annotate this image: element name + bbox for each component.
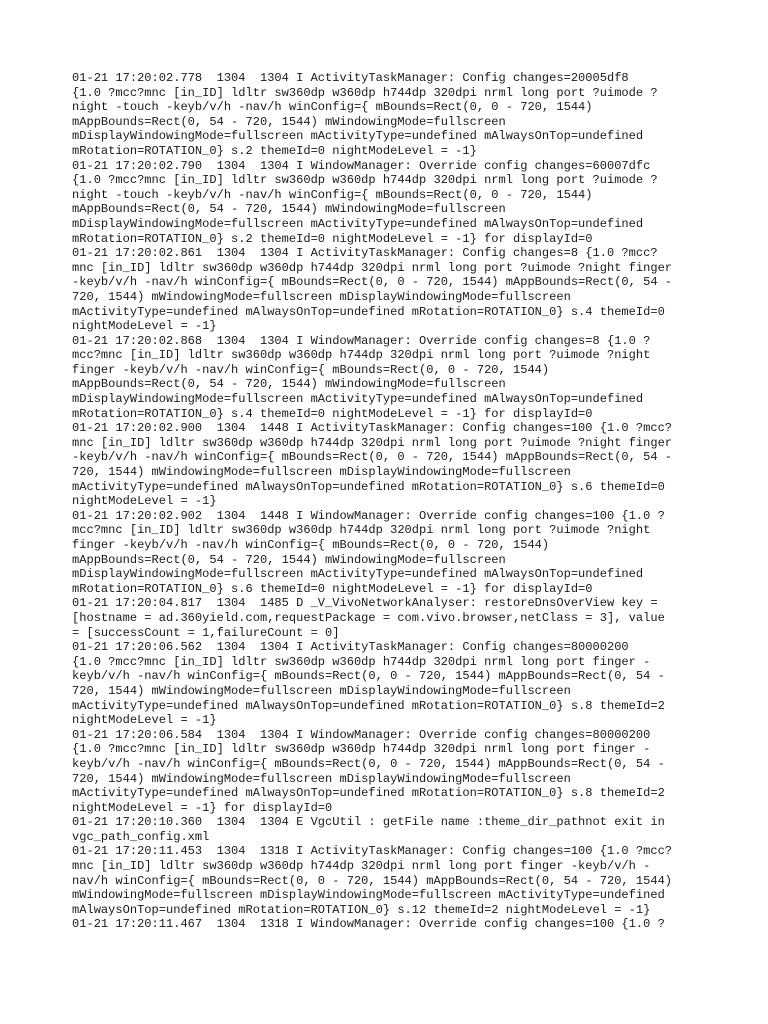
log-line: = [successCount = 1,failureCount = 0] [72,625,340,640]
log-line: 01-21 17:20:02.868 1304 1304 I WindowManager: Override config changes=8 {1.0 ? [72,333,651,348]
log-line: keyb/v/h -nav/h winConfig={ mBounds=Rect(0, 0 - 720, 1544) mAppBounds=Rect(0, 54 - [72,756,665,771]
log-line: mnc [in_ID] ldltr sw360dp w360dp h744dp 320dpi nrml long port finger -keyb/v/h - [72,859,651,874]
log-line: mRotation=ROTATION_0} s.4 themeId=0 nightModeLevel = -1} for displayId=0 [72,406,593,421]
log-line: 01-21 17:20:11.453 1304 1318 I ActivityTaskManager: Config changes=100 {1.0 ?mcc? [72,844,673,859]
log-line: {1.0 ?mcc?mnc [in_ID] ldltr sw360dp w360dp h744dp 320dpi nrml long port finger - [72,742,651,757]
log-line: 720, 1544) mWindowingMode=fullscreen mDisplayWindowingMode=fullscreen [72,771,571,786]
log-line: 01-21 17:20:02.900 1304 1448 I ActivityTaskManager: Config changes=100 {1.0 ?mcc? [72,421,673,436]
log-line: keyb/v/h -nav/h winConfig={ mBounds=Rect(0, 0 - 720, 1544) mAppBounds=Rect(0, 54 - [72,669,665,684]
log-line: mActivityType=undefined mAlwaysOnTop=undefined mRotation=ROTATION_0} s.4 themeId=0 [72,304,665,319]
log-line: {1.0 ?mcc?mnc [in_ID] ldltr sw360dp w360dp h744dp 320dpi nrml long port ?uimode ? [72,173,658,188]
log-line: 01-21 17:20:02.902 1304 1448 I WindowManager: Override config changes=100 {1.0 ? [72,508,665,523]
log-line: [hostname = ad.360yield.com,requestPackage = com.vivo.browser,netClass = 3], value [72,610,665,625]
log-line: mDisplayWindowingMode=fullscreen mActivityType=undefined mAlwaysOnTop=undefined [72,216,644,231]
log-line: mDisplayWindowingMode=fullscreen mActivityType=undefined mAlwaysOnTop=undefined [72,129,644,144]
log-line: 01-21 17:20:02.861 1304 1304 I ActivityTaskManager: Config changes=8 {1.0 ?mcc? [72,246,658,261]
log-line: nightModeLevel = -1} [72,713,217,728]
log-line: 01-21 17:20:02.778 1304 1304 I ActivityTaskManager: Config changes=20005df8 [72,71,629,85]
log-line: 720, 1544) mWindowingMode=fullscreen mDisplayWindowingMode=fullscreen [72,465,571,480]
log-line: mActivityType=undefined mAlwaysOnTop=undefined mRotation=ROTATION_0} s.6 themeId=0 [72,479,665,494]
log-line: mDisplayWindowingMode=fullscreen mActivityType=undefined mAlwaysOnTop=undefined [72,567,644,582]
log-line: night -touch -keyb/v/h -nav/h winConfig={ mBounds=Rect(0, 0 - 720, 1544) [72,187,593,202]
log-line: 01-21 17:20:11.467 1304 1318 I WindowManager: Override config changes=100 {1.0 ? [72,917,665,932]
log-line: vgc_path_config.xml [72,829,210,844]
log-line: mAppBounds=Rect(0, 54 - 720, 1544) mWindowingMode=fullscreen [72,202,506,217]
log-line: 01-21 17:20:06.562 1304 1304 I ActivityTaskManager: Config changes=80000200 [72,640,629,655]
log-line: mcc?mnc [in_ID] ldltr sw360dp w360dp h744dp 320dpi nrml long port ?uimode ?night [72,523,651,538]
log-line: nightModeLevel = -1} [72,319,217,334]
log-line: -keyb/v/h -nav/h winConfig={ mBounds=Rect(0, 0 - 720, 1544) mAppBounds=Rect(0, 54 - [72,275,673,290]
log-line: mnc [in_ID] ldltr sw360dp w360dp h744dp 320dpi nrml long port ?uimode ?night finger [72,435,673,450]
log-line: mDisplayWindowingMode=fullscreen mActivityType=undefined mAlwaysOnTop=undefined [72,392,644,407]
log-line: 720, 1544) mWindowingMode=fullscreen mDisplayWindowingMode=fullscreen [72,683,571,698]
log-line: nightModeLevel = -1} [72,494,217,509]
log-line: 720, 1544) mWindowingMode=fullscreen mDisplayWindowingMode=fullscreen [72,289,571,304]
log-line: 01-21 17:20:04.817 1304 1485 D _V_VivoNetworkAnalyser: restoreDnsOverView key = [72,596,658,611]
log-line: night -touch -keyb/v/h -nav/h winConfig={ mBounds=Rect(0, 0 - 720, 1544) [72,100,593,115]
log-line: mAppBounds=Rect(0, 54 - 720, 1544) mWindowingMode=fullscreen [72,114,506,129]
log-line: mRotation=ROTATION_0} s.2 themeId=0 nightModeLevel = -1} for displayId=0 [72,231,593,246]
log-line: 01-21 17:20:10.360 1304 1304 E VgcUtil : getFile name :theme_dir_pathnot exit in [72,815,665,830]
log-line: mAlwaysOnTop=undefined mRotation=ROTATION_0} s.12 themeId=2 nightModeLevel = -1} [72,902,651,917]
log-line: mAppBounds=Rect(0, 54 - 720, 1544) mWindowingMode=fullscreen [72,552,506,567]
log-line: mActivityType=undefined mAlwaysOnTop=undefined mRotation=ROTATION_0} s.8 themeId=2 [72,786,665,801]
log-line: 01-21 17:20:06.584 1304 1304 I WindowManager: Override config changes=80000200 [72,727,651,742]
log-line: mWindowingMode=fullscreen mDisplayWindowingMode=fullscreen mActivityType=undefined [72,888,665,903]
log-line: finger -keyb/v/h -nav/h winConfig={ mBounds=Rect(0, 0 - 720, 1544) [72,538,550,552]
log-line: mRotation=ROTATION_0} s.2 themeId=0 nightModeLevel = -1} [72,143,477,158]
log-line: finger -keyb/v/h -nav/h winConfig={ mBounds=Rect(0, 0 - 720, 1544) [72,362,550,377]
log-text-block [72,71,712,932]
log-line: nightModeLevel = -1} for displayId=0 [72,800,333,815]
log-line: mAppBounds=Rect(0, 54 - 720, 1544) mWindowingMode=fullscreen [72,377,506,392]
log-line: -keyb/v/h -nav/h winConfig={ mBounds=Rect(0, 0 - 720, 1544) mAppBounds=Rect(0, 54 - [72,450,673,465]
log-line: mActivityType=undefined mAlwaysOnTop=undefined mRotation=ROTATION_0} s.8 themeId=2 [72,698,665,713]
log-line: 01-21 17:20:02.790 1304 1304 I WindowManager: Override config changes=60007dfc [72,158,651,173]
log-line: nav/h winConfig={ mBounds=Rect(0, 0 - 720, 1544) mAppBounds=Rect(0, 54 - 720, 1544) [72,873,673,888]
log-line: {1.0 ?mcc?mnc [in_ID] ldltr sw360dp w360dp h744dp 320dpi nrml long port finger - [72,654,651,669]
log-line: mRotation=ROTATION_0} s.6 themeId=0 nightModeLevel = -1} for displayId=0 [72,581,593,596]
log-line: mnc [in_ID] ldltr sw360dp w360dp h744dp 320dpi nrml long port ?uimode ?night finger [72,260,673,275]
log-line: mcc?mnc [in_ID] ldltr sw360dp w360dp h744dp 320dpi nrml long port ?uimode ?night [72,348,651,363]
log-line: {1.0 ?mcc?mnc [in_ID] ldltr sw360dp w360dp h744dp 320dpi nrml long port ?uimode ? [72,85,658,100]
